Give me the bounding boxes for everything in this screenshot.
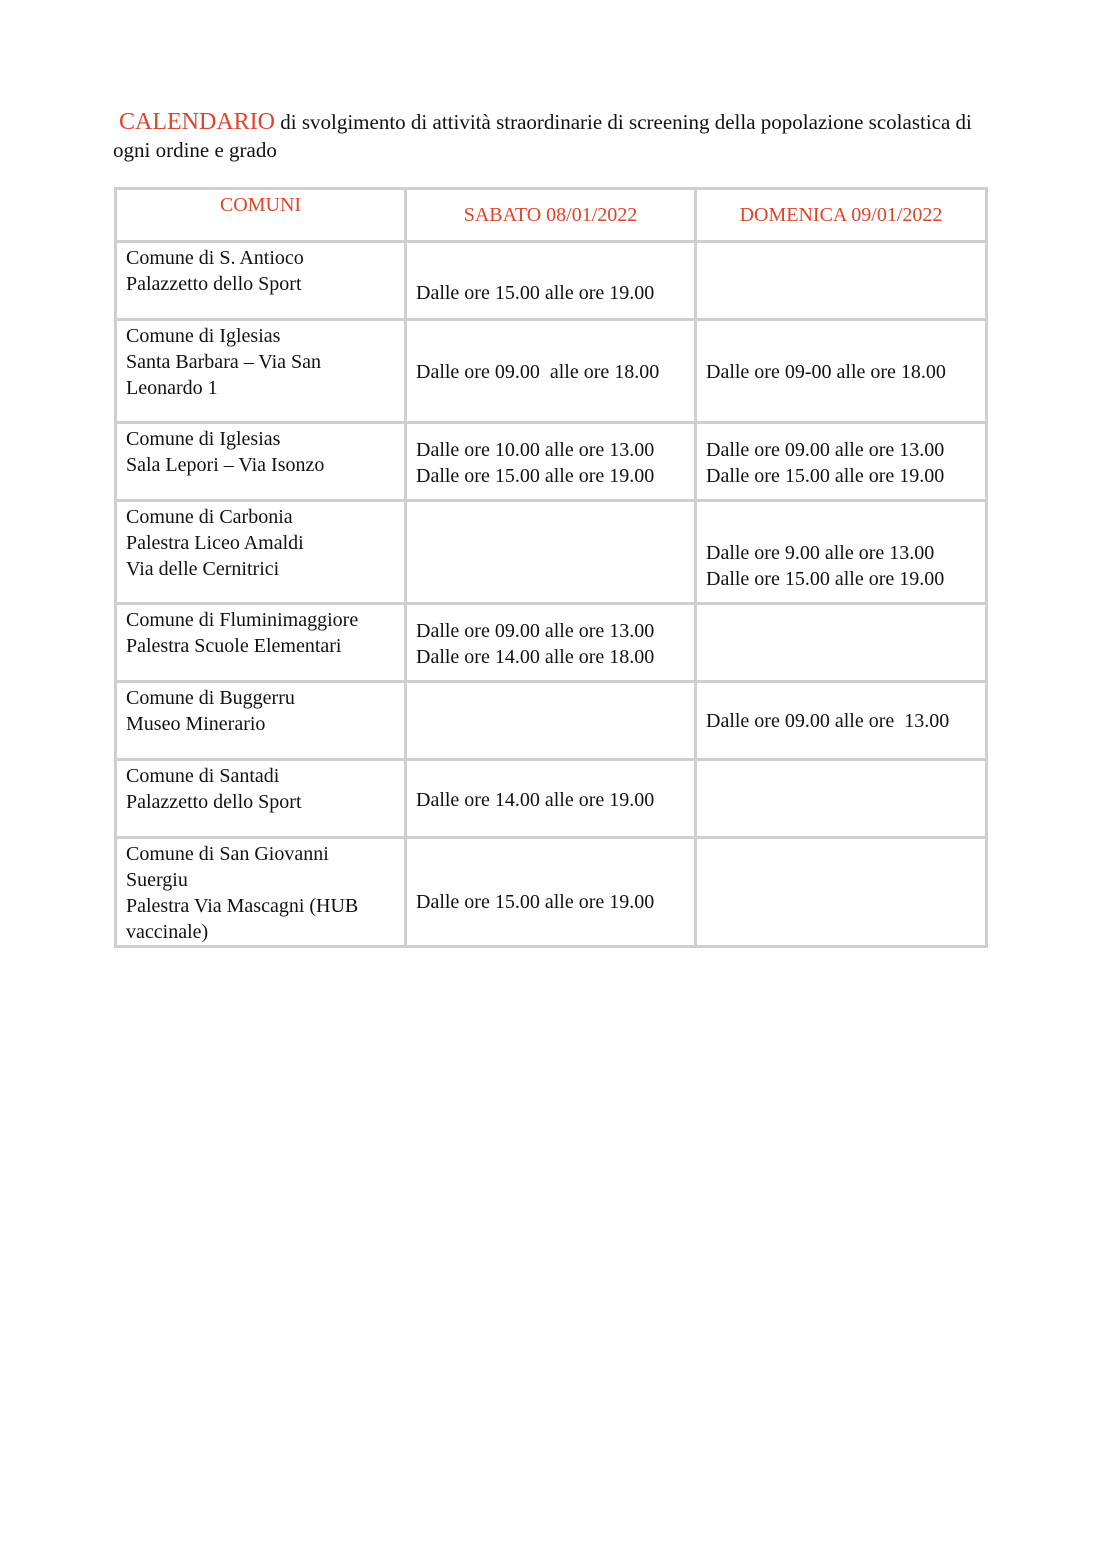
- table-row: [116, 242, 987, 320]
- place-line: Palestra Scuole Elementari: [126, 635, 342, 657]
- time-line: Dalle ore 09.00 alle ore 13.00: [706, 439, 945, 461]
- sunday-cell: [696, 682, 987, 760]
- table-row: [116, 423, 987, 501]
- table-header-row: [116, 189, 987, 242]
- time-line: Dalle ore 15.00 alle ore 19.00: [416, 891, 655, 913]
- saturday-cell: [406, 242, 696, 320]
- time-line: Dalle ore 09.00 alle ore 18.00: [416, 361, 660, 383]
- place-line: Sala Lepori – Via Isonzo: [126, 454, 325, 476]
- place-line: Palazzetto dello Sport: [126, 791, 302, 813]
- saturday-cell: [406, 423, 696, 501]
- table-row: [116, 604, 987, 682]
- place-cell: [116, 838, 406, 947]
- place-cell: [116, 682, 406, 760]
- time-line: Dalle ore 15.00 alle ore 19.00: [706, 568, 945, 590]
- place-line: Comune di Buggerru: [126, 687, 295, 709]
- sunday-cell: [696, 242, 987, 320]
- saturday-cell: [406, 838, 696, 947]
- place-line: Comune di Iglesias: [126, 325, 281, 347]
- sunday-cell: [696, 838, 987, 947]
- time-line: Dalle ore 14.00 alle ore 19.00: [416, 789, 655, 811]
- sunday-cell: [696, 501, 987, 604]
- table-row: [116, 320, 987, 423]
- table-row: [116, 838, 987, 947]
- place-line: Via delle Cernitrici: [126, 558, 280, 580]
- place-cell: [116, 604, 406, 682]
- saturday-cell: [406, 501, 696, 604]
- heading-title: CALENDARIO: [119, 109, 275, 135]
- sunday-cell: [696, 604, 987, 682]
- saturday-cell: [406, 320, 696, 423]
- place-line: Museo Minerario: [126, 713, 266, 735]
- time-line: Dalle ore 15.00 alle ore 19.00: [706, 465, 945, 487]
- place-line: Palazzetto dello Sport: [126, 273, 302, 295]
- sunday-cell: [696, 760, 987, 838]
- place-line: Leonardo 1: [126, 377, 218, 399]
- place-line: Comune di Fluminimaggiore: [126, 609, 359, 631]
- heading-text: di svolgimento di attività straordinarie di screening della popolazione scolastica di ogni ordine e grado: [113, 110, 972, 162]
- place-line: Palestra Via Mascagni (HUB: [126, 895, 359, 917]
- saturday-cell: [406, 682, 696, 760]
- sunday-cell: [696, 423, 987, 501]
- place-line: Palestra Liceo Amaldi: [126, 532, 304, 554]
- sunday-cell: [696, 320, 987, 423]
- header-comuni: COMUNI: [116, 189, 406, 242]
- time-line: Dalle ore 09.00 alle ore 13.00: [706, 710, 950, 732]
- table-row: [116, 501, 987, 604]
- place-cell: [116, 760, 406, 838]
- place-cell: [116, 320, 406, 423]
- place-line: Comune di San Giovanni: [126, 843, 329, 865]
- header-sunday: DOMENICA 09/01/2022: [696, 189, 987, 242]
- place-cell: [116, 423, 406, 501]
- document-heading: [113, 108, 993, 164]
- saturday-cell: [406, 604, 696, 682]
- schedule-table: [114, 187, 988, 948]
- place-line: Suergiu: [126, 869, 188, 891]
- place-cell: [116, 242, 406, 320]
- place-line: Santa Barbara – Via San: [126, 351, 322, 373]
- time-line: Dalle ore 10.00 alle ore 13.00: [416, 439, 655, 461]
- place-line: vaccinale): [126, 921, 209, 943]
- time-line: Dalle ore 15.00 alle ore 19.00: [416, 465, 655, 487]
- time-line: Dalle ore 9.00 alle ore 13.00: [706, 542, 935, 564]
- time-line: Dalle ore 14.00 alle ore 18.00: [416, 646, 655, 668]
- header-saturday: SABATO 08/01/2022: [406, 189, 696, 242]
- place-line: Comune di S. Antioco: [126, 247, 304, 269]
- table-row: [116, 760, 987, 838]
- place-line: Comune di Santadi: [126, 765, 280, 787]
- saturday-cell: [406, 760, 696, 838]
- table-row: [116, 682, 987, 760]
- place-line: Comune di Carbonia: [126, 506, 293, 528]
- place-cell: [116, 501, 406, 604]
- time-line: Dalle ore 09-00 alle ore 18.00: [706, 361, 946, 383]
- place-line: Comune di Iglesias: [126, 428, 281, 450]
- time-line: Dalle ore 09.00 alle ore 13.00: [416, 620, 655, 642]
- time-line: Dalle ore 15.00 alle ore 19.00: [416, 282, 655, 304]
